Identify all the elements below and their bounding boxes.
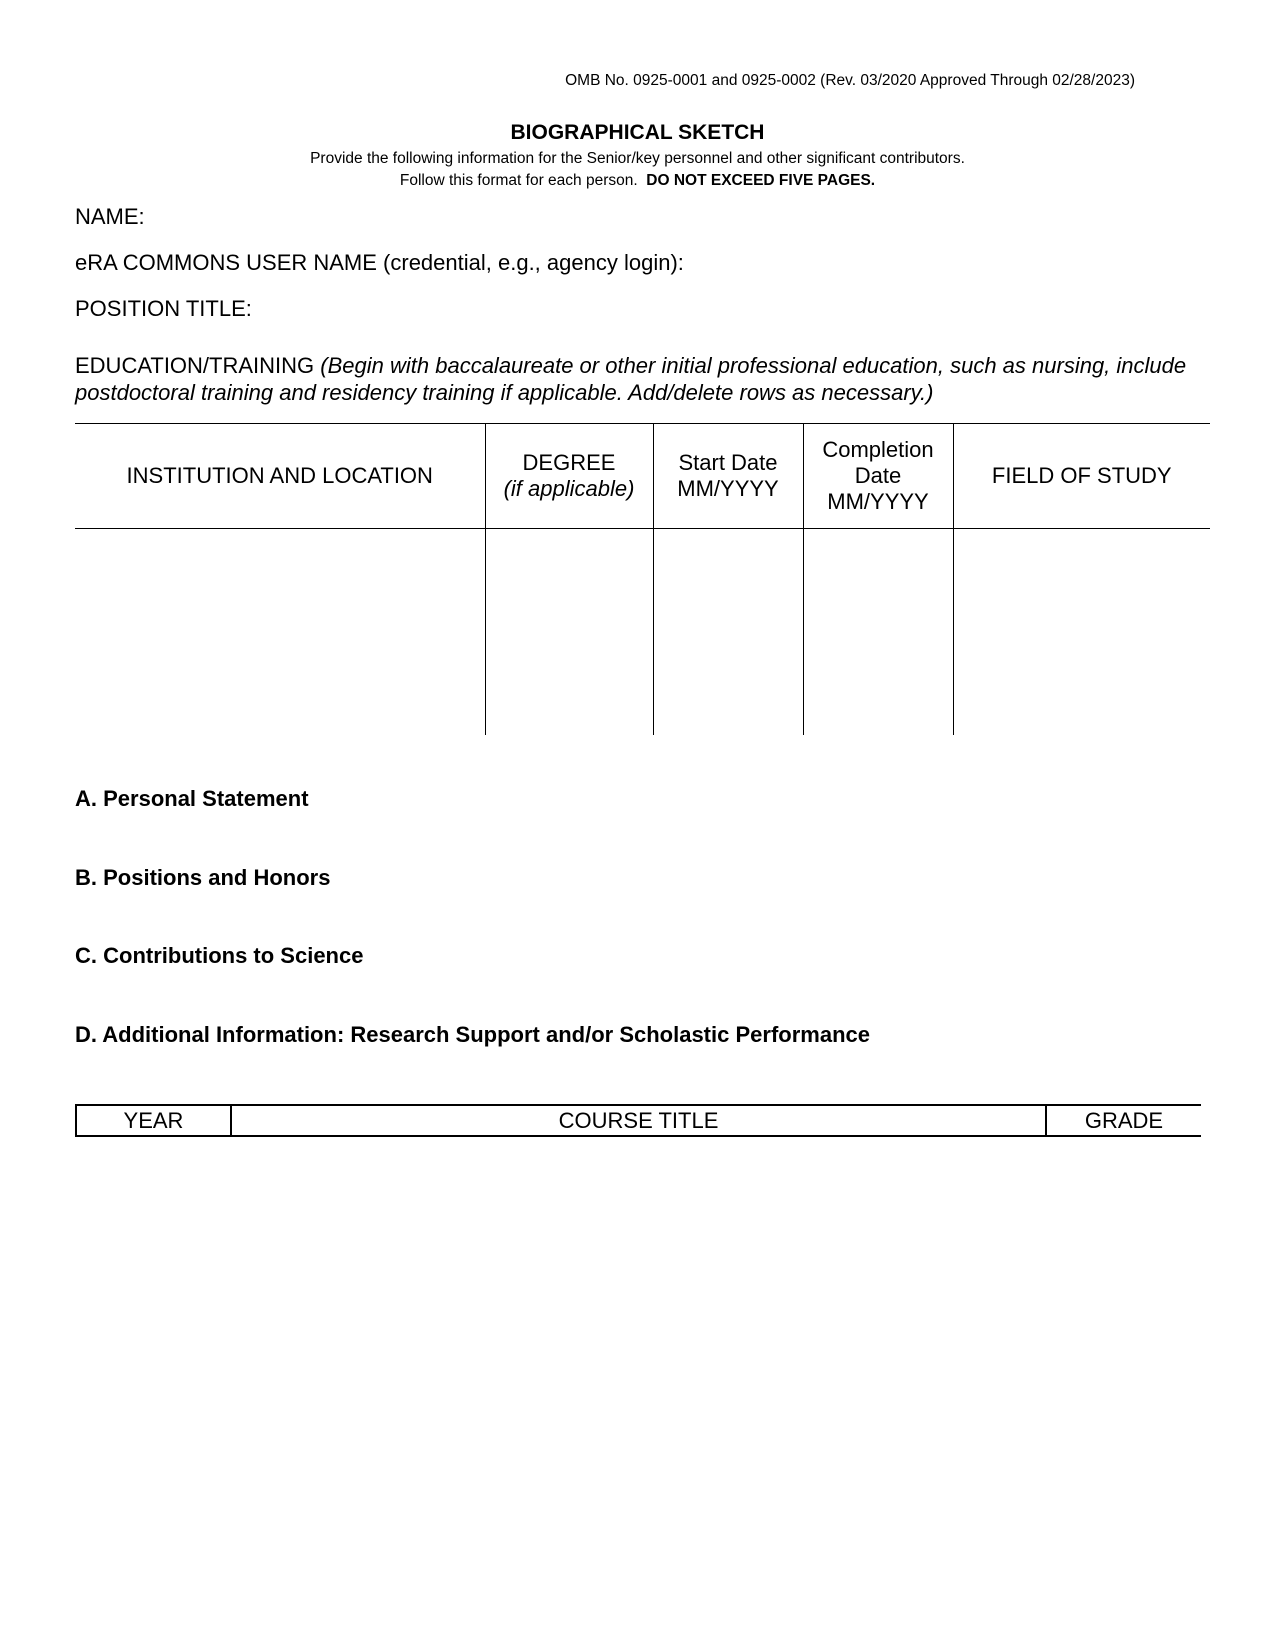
field-of-study-cell[interactable] [953,529,1210,736]
omb-notice: OMB No. 0925-0001 and 0925-0002 (Rev. 03/2020 Approved Through 02/28/2023) [565,72,1135,89]
education-entry-row [75,529,1210,736]
section-contributions-science: C. Contributions to Science [75,943,364,968]
col-completion-date: Completion Date MM/YYYY [803,424,953,529]
degree-cell[interactable] [485,529,653,736]
instructions-line-1: Provide the following information for the Senior/key personnel and other significant contributors. [310,150,965,167]
col-institution-location: INSTITUTION AND LOCATION [75,424,485,529]
col-grade: GRADE [1046,1105,1201,1136]
education-header-row [75,424,1210,529]
title-block [0,120,1275,190]
page-limit-warning: DO NOT EXCEED FIVE PAGES. [646,172,876,189]
col-start-date: Start Date MM/YYYY [653,424,803,529]
section-positions-honors: B. Positions and Honors [75,865,331,890]
education-table [75,423,1210,735]
instructions-text: Follow this format for each person. [399,172,638,189]
era-commons-label: eRA COMMONS USER NAME (credential, e.g., agency login): [75,250,684,275]
position-title-label: POSITION TITLE: [75,296,252,321]
education-note: (Begin with baccalaureate or other initial professional education, such as nursing, include postdoctoral training and residency training if applicable. Add/delete rows as necessary.) [75,353,1187,405]
education-training-label [75,352,1205,406]
education-heading: EDUCATION/TRAINING [75,353,315,378]
course-header-row [76,1105,1201,1136]
start-date-cell[interactable] [653,529,803,736]
course-table [75,1104,1201,1137]
name-label: NAME: [75,204,145,229]
section-additional-information: D. Additional Information: Research Support and/or Scholastic Performance [75,1022,870,1047]
instructions-line-2 [0,171,1275,190]
col-field-of-study: FIELD OF STUDY [953,424,1210,529]
section-personal-statement: A. Personal Statement [75,786,309,811]
page-title: BIOGRAPHICAL SKETCH [510,121,765,144]
col-course-title: COURSE TITLE [231,1105,1046,1136]
col-degree: DEGREE (if applicable) [485,424,653,529]
institution-cell[interactable] [75,529,485,736]
col-year: YEAR [76,1105,231,1136]
completion-date-cell[interactable] [803,529,953,736]
